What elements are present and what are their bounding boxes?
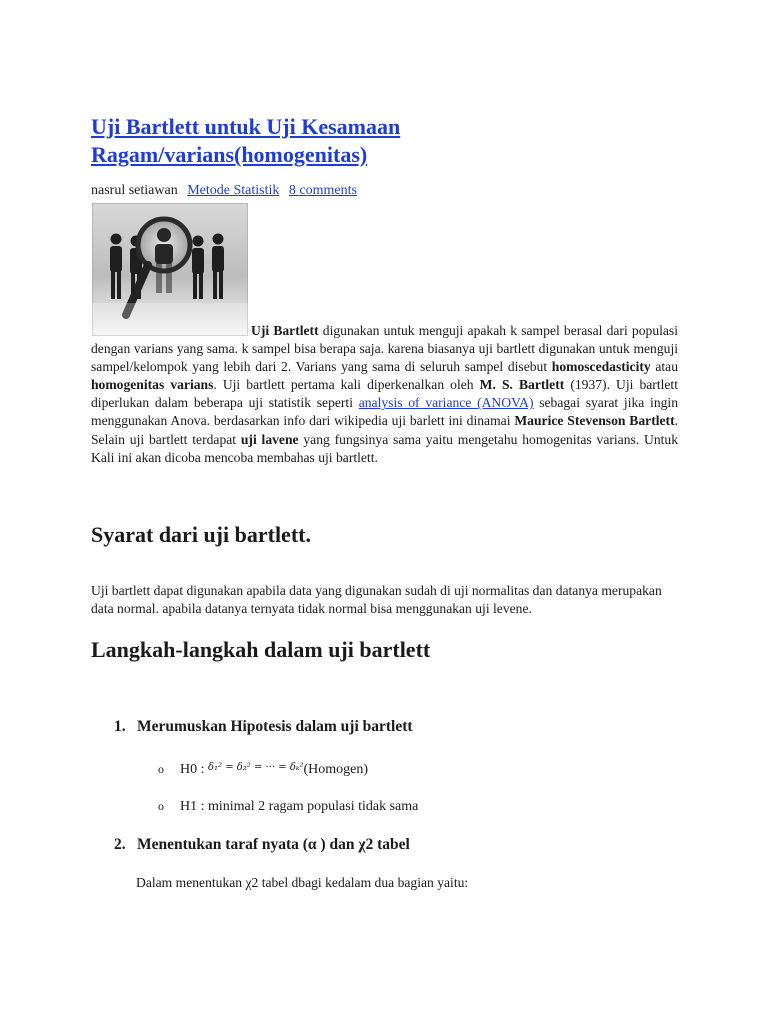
step-1-text: Merumuskan Hipotesis dalam uji bartlett xyxy=(137,718,413,735)
category-link[interactable]: Metode Statistik xyxy=(187,183,280,198)
h1-text: H1 : minimal 2 ragam populasi tidak sama xyxy=(180,799,419,814)
intro-text-3: . Uji bartlett pertama kali diperkenalkan oleh xyxy=(213,377,480,393)
author-name: nasrul setiawan xyxy=(91,183,178,198)
term-ms-bartlett: M. S. Bartlett xyxy=(479,377,565,393)
h0-label: H0 : xyxy=(180,762,208,777)
title-line-1: Uji Bartlett untuk Uji Kesamaan xyxy=(91,114,401,139)
step-2-number: 2. xyxy=(114,836,126,853)
hypothesis-h1 xyxy=(158,797,418,816)
article-title-link[interactable] xyxy=(91,114,400,167)
hypothesis-h0 xyxy=(158,760,368,780)
term-uji-bartlett: Uji Bartlett xyxy=(251,323,319,338)
intro-text-2: atau xyxy=(650,359,678,375)
step-2-paragraph: Dalam menentukan χ2 tabel dbagi kedalam dua bagian yaitu: xyxy=(136,875,469,890)
h0-suffix: (Homogen) xyxy=(303,762,369,777)
comments-link[interactable]: 8 comments xyxy=(288,183,357,198)
anova-link[interactable]: analysis of variance (ANOVA) xyxy=(358,395,534,411)
step-1-number: 1. xyxy=(114,718,126,735)
intro-text-7: yang fungsinya sama yaitu mengetahu homogenitas varians. Untuk Kali ini akan dicoba mencoba membahas uji bartlett. xyxy=(91,431,678,465)
intro-text-6: . Selain uji bartlett terdapat xyxy=(91,413,678,447)
term-homogenitas: homogenitas varians xyxy=(91,377,214,393)
title-line-2: Ragam/varians(homogenitas) xyxy=(91,142,368,167)
intro-paragraph xyxy=(91,322,678,467)
syarat-paragraph: Uji bartlett dapat digunakan apabila data yang digunakan sudah di uji normalitas dan datanya merupakan data normal. apabila datanya ternyata tidak normal bisa menggunakan uji levene. xyxy=(91,583,662,617)
magnifier-people-image xyxy=(92,203,248,336)
term-maurice: Maurice Stevenson Bartlett xyxy=(514,413,675,429)
syarat-heading: Syarat dari uji bartlett. xyxy=(91,522,311,547)
step-2-text: Menentukan taraf nyata (α ) dan χ2 tabel xyxy=(137,836,410,853)
langkah-heading: Langkah-langkah dalam uji bartlett xyxy=(91,637,431,662)
intro-text-4: (1937). Uji bartlett diperlukan dalam beberapa uji statistik seperti xyxy=(91,377,678,411)
term-uji-lavene: uji lavene xyxy=(240,431,299,447)
bullet-circle-icon: o xyxy=(158,799,164,813)
post-meta xyxy=(91,182,357,200)
article-title xyxy=(91,113,611,169)
h0-formula: δ₁² = δ₂² = ··· = δₖ² xyxy=(208,762,304,773)
intro-text-1: digunakan untuk menguji apakah k sampel berasal dari populasi dengan varians yang sama. k sampel bisa berapa saja. karena biasanya uji bartlett digunakan untuk menguji sampel/kelompok yang lebih dari 2. Varians yang sama di seluruh sampel disebut xyxy=(91,323,678,375)
intro-text-5: sebagai syarat jika ingin menggunakan Anova. berdasarkan info dari wikipedia uji barlett ini dinamai xyxy=(91,395,678,429)
term-homoscedasticity: homoscedasticity xyxy=(551,359,651,375)
bullet-circle-icon: o xyxy=(158,762,164,776)
